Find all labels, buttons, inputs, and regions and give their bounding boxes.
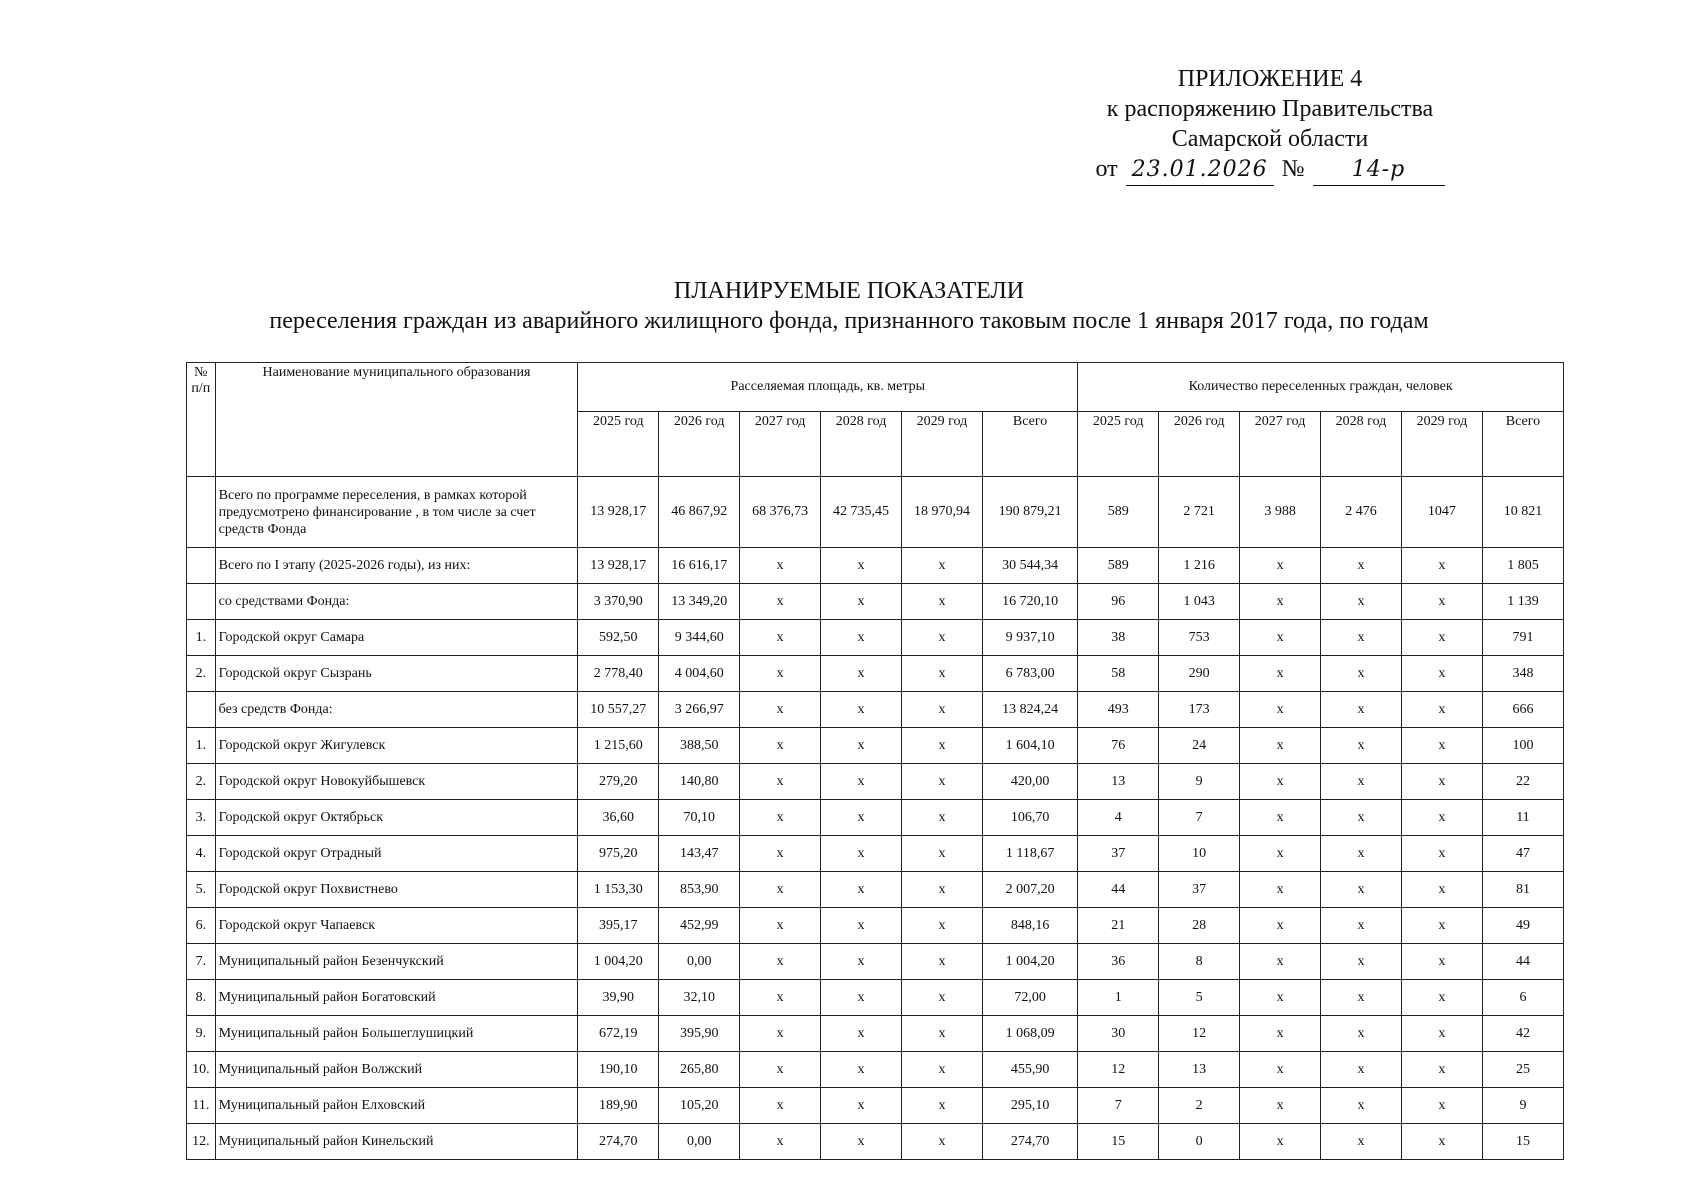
indicators-table [186, 362, 1564, 1160]
area-value: 1 004,20 [578, 944, 659, 980]
people-value: x [1240, 1088, 1321, 1124]
people-value: 4 [1078, 800, 1159, 836]
area-value: x [902, 620, 983, 656]
header-line-3: Самарской области [1171, 126, 1369, 152]
row-number [187, 584, 216, 620]
people-value: x [1240, 692, 1321, 728]
area-value: x [902, 1052, 983, 1088]
people-value: 44 [1482, 944, 1563, 980]
people-value: 21 [1078, 908, 1159, 944]
header-area-year: 2027 год [740, 412, 821, 477]
area-value: x [902, 980, 983, 1016]
people-value: x [1401, 800, 1482, 836]
area-value: x [821, 800, 902, 836]
area-value: 68 376,73 [740, 477, 821, 548]
people-value: x [1401, 872, 1482, 908]
row-name: Муниципальный район Кинельский [215, 1124, 578, 1160]
area-value: x [740, 1016, 821, 1052]
row-number: 7. [187, 944, 216, 980]
area-value: 46 867,92 [659, 477, 740, 548]
area-value: 9 937,10 [982, 620, 1077, 656]
table-row [187, 656, 1564, 692]
row-name: Городской округ Октябрьск [215, 800, 578, 836]
area-value: x [902, 1124, 983, 1160]
area-value: 189,90 [578, 1088, 659, 1124]
people-value: 5 [1159, 980, 1240, 1016]
area-value: x [740, 908, 821, 944]
area-value: 140,80 [659, 764, 740, 800]
area-value: 32,10 [659, 980, 740, 1016]
row-number: 1. [187, 620, 216, 656]
area-value: x [821, 872, 902, 908]
area-value: 190,10 [578, 1052, 659, 1088]
people-value: x [1401, 656, 1482, 692]
table-row [187, 944, 1564, 980]
row-number: 2. [187, 764, 216, 800]
row-number: 6. [187, 908, 216, 944]
people-value: x [1240, 620, 1321, 656]
people-value: x [1240, 944, 1321, 980]
people-value: x [1321, 1016, 1402, 1052]
people-value: 0 [1159, 1124, 1240, 1160]
table-row [187, 1052, 1564, 1088]
area-value: x [821, 980, 902, 1016]
people-value: 1 [1078, 980, 1159, 1016]
people-value: 290 [1159, 656, 1240, 692]
people-value: x [1321, 728, 1402, 764]
people-value: x [1321, 548, 1402, 584]
area-value: 39,90 [578, 980, 659, 1016]
from-label: от [1095, 156, 1118, 182]
area-value: 0,00 [659, 1124, 740, 1160]
table-row [187, 908, 1564, 944]
people-value: 2 721 [1159, 477, 1240, 548]
people-value: 76 [1078, 728, 1159, 764]
area-value: x [821, 1016, 902, 1052]
area-value: x [902, 836, 983, 872]
area-value: 395,90 [659, 1016, 740, 1052]
table-row [187, 692, 1564, 728]
table-row [187, 836, 1564, 872]
area-value: 18 970,94 [902, 477, 983, 548]
row-number [187, 548, 216, 584]
header-area-year: 2029 год [902, 412, 983, 477]
people-value: x [1401, 836, 1482, 872]
area-value: x [740, 620, 821, 656]
area-value: x [821, 620, 902, 656]
people-value: x [1401, 584, 1482, 620]
people-value: 348 [1482, 656, 1563, 692]
people-value: x [1321, 908, 1402, 944]
area-value: x [740, 728, 821, 764]
area-value: 1 004,20 [982, 944, 1077, 980]
people-value: x [1321, 872, 1402, 908]
area-value: 279,20 [578, 764, 659, 800]
header-people-year: 2028 год [1321, 412, 1402, 477]
header-people-year: 2029 год [1401, 412, 1482, 477]
people-value: 13 [1078, 764, 1159, 800]
area-value: x [740, 1052, 821, 1088]
people-value: x [1401, 692, 1482, 728]
area-value: 13 928,17 [578, 548, 659, 584]
area-value: x [740, 944, 821, 980]
area-value: 143,47 [659, 836, 740, 872]
people-value: 24 [1159, 728, 1240, 764]
people-value: 10 [1159, 836, 1240, 872]
row-name: Городской округ Чапаевск [215, 908, 578, 944]
header-people-year: Всего [1482, 412, 1563, 477]
handwritten-date: 23.01.2026 [1126, 155, 1274, 186]
people-value: x [1401, 1088, 1482, 1124]
people-value: 1 216 [1159, 548, 1240, 584]
area-value: x [740, 980, 821, 1016]
people-value: x [1240, 1124, 1321, 1160]
area-value: x [902, 908, 983, 944]
row-name: со средствами Фонда: [215, 584, 578, 620]
area-value: 452,99 [659, 908, 740, 944]
people-value: 7 [1159, 800, 1240, 836]
area-value: x [740, 584, 821, 620]
row-name: Городской округ Похвистнево [215, 872, 578, 908]
annex-title: ПРИЛОЖЕНИЕ 4 [1177, 66, 1363, 92]
area-value: 848,16 [982, 908, 1077, 944]
people-value: 6 [1482, 980, 1563, 1016]
area-value: x [902, 764, 983, 800]
row-number: 12. [187, 1124, 216, 1160]
header-area-group: Расселяемая площадь, кв. метры [578, 363, 1078, 412]
area-value: 0,00 [659, 944, 740, 980]
row-number: 2. [187, 656, 216, 692]
people-value: 173 [1159, 692, 1240, 728]
area-value: 1 153,30 [578, 872, 659, 908]
people-value: x [1240, 872, 1321, 908]
people-value: 15 [1078, 1124, 1159, 1160]
area-value: 1 068,09 [982, 1016, 1077, 1052]
people-value: x [1240, 584, 1321, 620]
area-value: 16 720,10 [982, 584, 1077, 620]
area-value: 70,10 [659, 800, 740, 836]
row-name: без средств Фонда: [215, 692, 578, 728]
people-value: 42 [1482, 1016, 1563, 1052]
area-value: 106,70 [982, 800, 1077, 836]
header-name: Наименование муниципального образования [215, 363, 578, 477]
people-value: 28 [1159, 908, 1240, 944]
page-title: ПЛАНИРУЕМЫЕ ПОКАЗАТЕЛИ [673, 278, 1025, 304]
people-value: 36 [1078, 944, 1159, 980]
area-value: x [821, 764, 902, 800]
area-value: 30 544,34 [982, 548, 1077, 584]
area-value: 1 604,10 [982, 728, 1077, 764]
area-value: 190 879,21 [982, 477, 1077, 548]
people-value: 9 [1159, 764, 1240, 800]
table-row [187, 728, 1564, 764]
area-value: x [902, 1016, 983, 1052]
area-value: 42 735,45 [821, 477, 902, 548]
people-value: 589 [1078, 477, 1159, 548]
people-value: x [1321, 692, 1402, 728]
area-value: x [902, 872, 983, 908]
table-row [187, 548, 1564, 584]
area-value: 16 616,17 [659, 548, 740, 584]
table-row [187, 584, 1564, 620]
people-value: 49 [1482, 908, 1563, 944]
area-value: 72,00 [982, 980, 1077, 1016]
table-row [187, 764, 1564, 800]
table-row [187, 1016, 1564, 1052]
people-value: x [1401, 1124, 1482, 1160]
people-value: x [1240, 908, 1321, 944]
row-number [187, 477, 216, 548]
people-value: x [1321, 1052, 1402, 1088]
people-value: x [1240, 764, 1321, 800]
area-value: 388,50 [659, 728, 740, 764]
people-value: x [1401, 548, 1482, 584]
people-value: 1 805 [1482, 548, 1563, 584]
row-name: Городской округ Новокуйбышевск [215, 764, 578, 800]
area-value: 3 266,97 [659, 692, 740, 728]
area-value: x [740, 764, 821, 800]
people-value: 38 [1078, 620, 1159, 656]
area-value: x [821, 1088, 902, 1124]
people-value: x [1321, 836, 1402, 872]
area-value: 672,19 [578, 1016, 659, 1052]
date-number-line [1060, 154, 1480, 186]
people-value: 7 [1078, 1088, 1159, 1124]
people-value: 1 139 [1482, 584, 1563, 620]
people-value: x [1321, 980, 1402, 1016]
area-value: x [902, 728, 983, 764]
row-name: Городской округ Самара [215, 620, 578, 656]
area-value: x [902, 692, 983, 728]
people-value: x [1401, 620, 1482, 656]
area-value: x [902, 800, 983, 836]
area-value: 295,10 [982, 1088, 1077, 1124]
row-name: Муниципальный район Безенчукский [215, 944, 578, 980]
row-name: Городской округ Отрадный [215, 836, 578, 872]
row-name: Муниципальный район Елховский [215, 1088, 578, 1124]
area-value: 592,50 [578, 620, 659, 656]
area-value: 3 370,90 [578, 584, 659, 620]
area-value: 105,20 [659, 1088, 740, 1124]
row-number: 11. [187, 1088, 216, 1124]
people-value: x [1240, 1052, 1321, 1088]
header-people-year: 2027 год [1240, 412, 1321, 477]
area-value: x [902, 1088, 983, 1124]
header-area-year: Всего [982, 412, 1077, 477]
area-value: x [821, 692, 902, 728]
people-value: x [1321, 620, 1402, 656]
area-value: x [740, 800, 821, 836]
people-value: 589 [1078, 548, 1159, 584]
area-value: 4 004,60 [659, 656, 740, 692]
area-value: 274,70 [578, 1124, 659, 1160]
row-number: 10. [187, 1052, 216, 1088]
people-value: x [1321, 656, 1402, 692]
people-value: 96 [1078, 584, 1159, 620]
area-value: 274,70 [982, 1124, 1077, 1160]
area-value: 36,60 [578, 800, 659, 836]
area-value: 9 344,60 [659, 620, 740, 656]
header-line-2: к распоряжению Правительства [1106, 96, 1434, 122]
area-value: x [821, 548, 902, 584]
table-row [187, 477, 1564, 548]
area-value: 13 824,24 [982, 692, 1077, 728]
people-value: x [1401, 1052, 1482, 1088]
row-name: Всего по программе переселения, в рамках которой предусмотрено финансирование , в том числе за счет средств Фонда [215, 477, 578, 548]
document-header [1060, 64, 1480, 186]
area-value: x [902, 548, 983, 584]
area-value: 2 778,40 [578, 656, 659, 692]
people-value: 493 [1078, 692, 1159, 728]
people-value: 44 [1078, 872, 1159, 908]
people-value: 37 [1078, 836, 1159, 872]
row-name: Муниципальный район Богатовский [215, 980, 578, 1016]
header-area-year: 2028 год [821, 412, 902, 477]
area-value: 6 783,00 [982, 656, 1077, 692]
row-name: Муниципальный район Большеглушицкий [215, 1016, 578, 1052]
people-value: x [1240, 656, 1321, 692]
row-number: 4. [187, 836, 216, 872]
area-value: x [821, 908, 902, 944]
row-name: Муниципальный район Волжский [215, 1052, 578, 1088]
people-value: x [1401, 1016, 1482, 1052]
people-value: 100 [1482, 728, 1563, 764]
people-value: x [1321, 800, 1402, 836]
area-value: x [740, 1124, 821, 1160]
people-value: x [1401, 728, 1482, 764]
people-value: x [1240, 728, 1321, 764]
area-value: x [821, 584, 902, 620]
people-value: 12 [1078, 1052, 1159, 1088]
area-value: 265,80 [659, 1052, 740, 1088]
area-value: x [821, 728, 902, 764]
area-value: 1 215,60 [578, 728, 659, 764]
area-value: x [821, 1052, 902, 1088]
header-people-year: 2025 год [1078, 412, 1159, 477]
people-value: 2 [1159, 1088, 1240, 1124]
area-value: 10 557,27 [578, 692, 659, 728]
area-value: 420,00 [982, 764, 1077, 800]
people-value: 15 [1482, 1124, 1563, 1160]
people-value: 13 [1159, 1052, 1240, 1088]
people-value: x [1240, 548, 1321, 584]
people-value: 37 [1159, 872, 1240, 908]
area-value: x [740, 872, 821, 908]
people-value: x [1321, 1124, 1402, 1160]
people-value: x [1240, 836, 1321, 872]
area-value: x [902, 944, 983, 980]
people-value: x [1401, 944, 1482, 980]
people-value: x [1240, 800, 1321, 836]
area-value: x [740, 1088, 821, 1124]
people-value: 3 988 [1240, 477, 1321, 548]
people-value: x [1240, 1016, 1321, 1052]
people-value: 1 043 [1159, 584, 1240, 620]
row-number: 5. [187, 872, 216, 908]
header-area-year: 2026 год [659, 412, 740, 477]
row-number: 1. [187, 728, 216, 764]
people-value: 10 821 [1482, 477, 1563, 548]
people-value: x [1401, 764, 1482, 800]
area-value: x [821, 944, 902, 980]
area-value: x [821, 836, 902, 872]
table-row [187, 980, 1564, 1016]
row-number [187, 692, 216, 728]
area-value: 2 007,20 [982, 872, 1077, 908]
people-value: 791 [1482, 620, 1563, 656]
people-value: 9 [1482, 1088, 1563, 1124]
area-value: x [740, 656, 821, 692]
people-value: 58 [1078, 656, 1159, 692]
page-subtitle: переселения граждан из аварийного жилищного фонда, признанного таковым после 1 января 2017 года, по годам [269, 308, 1429, 334]
area-value: 395,17 [578, 908, 659, 944]
area-value: x [740, 548, 821, 584]
people-value: 11 [1482, 800, 1563, 836]
area-value: 853,90 [659, 872, 740, 908]
header-people-group: Количество переселенных граждан, человек [1078, 363, 1564, 412]
people-value: 22 [1482, 764, 1563, 800]
row-number: 8. [187, 980, 216, 1016]
handwritten-number: 14-р [1313, 155, 1445, 186]
header-no: № п/п [187, 363, 216, 477]
table-row [187, 800, 1564, 836]
people-value: 12 [1159, 1016, 1240, 1052]
row-name: Городской округ Жигулевск [215, 728, 578, 764]
people-value: 8 [1159, 944, 1240, 980]
area-value: x [740, 692, 821, 728]
area-value: 975,20 [578, 836, 659, 872]
people-value: 666 [1482, 692, 1563, 728]
people-value: x [1240, 980, 1321, 1016]
area-value: 13 928,17 [578, 477, 659, 548]
number-label: № [1281, 156, 1305, 182]
people-value: x [1321, 584, 1402, 620]
people-value: x [1321, 944, 1402, 980]
header-people-year: 2026 год [1159, 412, 1240, 477]
people-value: 2 476 [1321, 477, 1402, 548]
header-area-year: 2025 год [578, 412, 659, 477]
area-value: 455,90 [982, 1052, 1077, 1088]
people-value: 753 [1159, 620, 1240, 656]
people-value: 30 [1078, 1016, 1159, 1052]
people-value: 25 [1482, 1052, 1563, 1088]
people-value: 1047 [1401, 477, 1482, 548]
row-number: 3. [187, 800, 216, 836]
table-row [187, 1088, 1564, 1124]
area-value: x [902, 584, 983, 620]
people-value: x [1401, 980, 1482, 1016]
table-row [187, 620, 1564, 656]
row-name: Городской округ Сызрань [215, 656, 578, 692]
area-value: x [821, 656, 902, 692]
table-row [187, 872, 1564, 908]
row-number: 9. [187, 1016, 216, 1052]
area-value: x [821, 1124, 902, 1160]
area-value: 1 118,67 [982, 836, 1077, 872]
row-name: Всего по I этапу (2025-2026 годы), из них: [215, 548, 578, 584]
people-value: 47 [1482, 836, 1563, 872]
people-value: x [1401, 908, 1482, 944]
area-value: 13 349,20 [659, 584, 740, 620]
area-value: x [902, 656, 983, 692]
people-value: x [1321, 1088, 1402, 1124]
people-value: 81 [1482, 872, 1563, 908]
people-value: x [1321, 764, 1402, 800]
table-row [187, 1124, 1564, 1160]
area-value: x [740, 836, 821, 872]
